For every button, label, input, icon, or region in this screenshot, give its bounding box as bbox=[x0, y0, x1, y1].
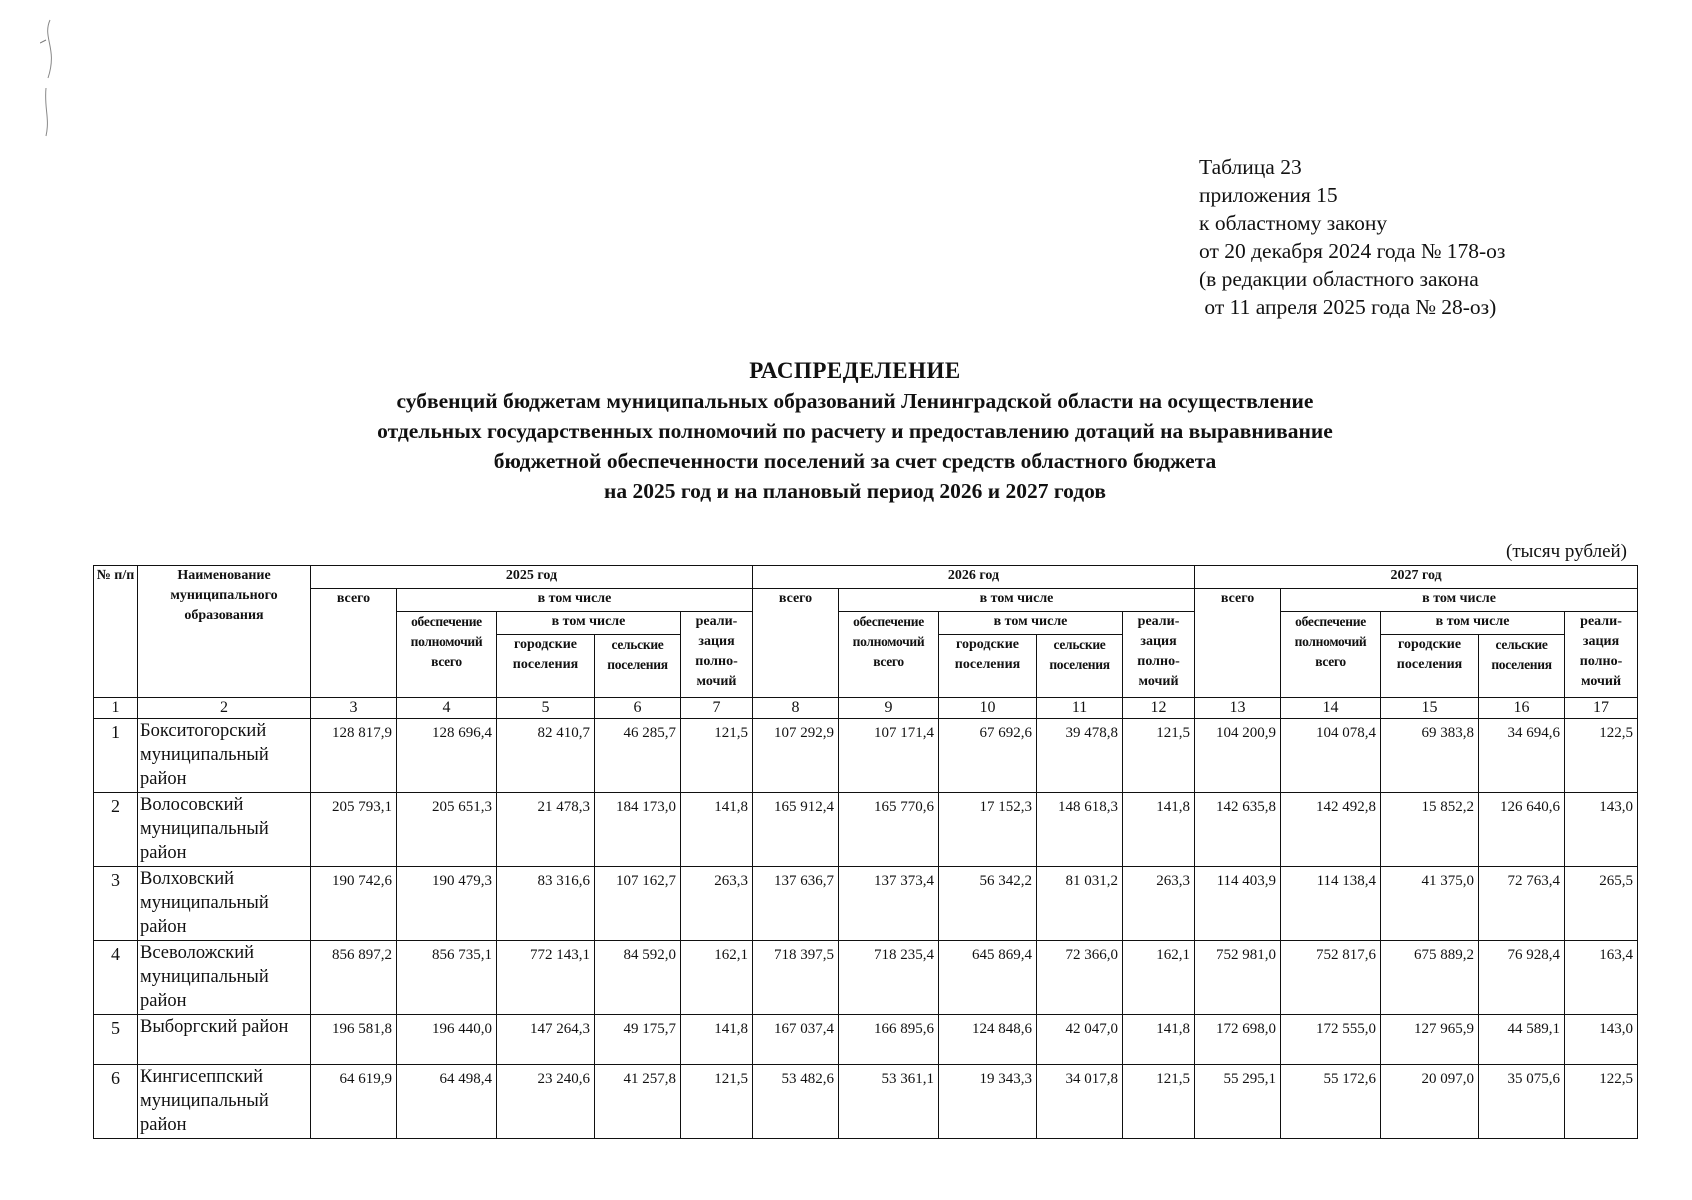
table-cell: 84 592,0 bbox=[595, 941, 681, 1015]
table-cell: 752 981,0 bbox=[1195, 941, 1281, 1015]
table-cell: 128 696,4 bbox=[397, 719, 497, 793]
table-cell: 167 037,4 bbox=[753, 1015, 839, 1065]
column-number: 10 bbox=[939, 698, 1037, 719]
table-cell: 17 152,3 bbox=[939, 793, 1037, 867]
header-including-sub-2027: в том числе bbox=[1381, 612, 1565, 635]
table-cell: 126 640,6 bbox=[1479, 793, 1565, 867]
table-cell: 141,8 bbox=[681, 1015, 753, 1065]
table-cell: 165 912,4 bbox=[753, 793, 839, 867]
subvention-table bbox=[93, 565, 1638, 1139]
table-cell: 41 375,0 bbox=[1381, 867, 1479, 941]
table-cell: 752 817,6 bbox=[1281, 941, 1381, 1015]
table-cell: 263,3 bbox=[1123, 867, 1195, 941]
table-cell: 165 770,6 bbox=[839, 793, 939, 867]
column-number: 14 bbox=[1281, 698, 1381, 719]
table-cell: 124 848,6 bbox=[939, 1015, 1037, 1065]
table-cell: 856 735,1 bbox=[397, 941, 497, 1015]
title-heading: РАСПРЕДЕЛЕНИЕ bbox=[749, 358, 961, 383]
row-number: 1 bbox=[94, 719, 138, 793]
table-cell: 53 361,1 bbox=[839, 1065, 939, 1139]
table-cell: 675 889,2 bbox=[1381, 941, 1479, 1015]
column-number: 6 bbox=[595, 698, 681, 719]
units-label: (тысяч рублей) bbox=[1506, 541, 1627, 562]
table-cell: 205 793,1 bbox=[311, 793, 397, 867]
table-cell: 19 343,3 bbox=[939, 1065, 1037, 1139]
table-cell: 141,8 bbox=[1123, 1015, 1195, 1065]
table-cell: 72 763,4 bbox=[1479, 867, 1565, 941]
table-cell: 137 636,7 bbox=[753, 867, 839, 941]
table-cell: 856 897,2 bbox=[311, 941, 397, 1015]
header-including-2027: в том числе bbox=[1281, 589, 1638, 612]
header-urban-2026: городские поселения bbox=[939, 635, 1037, 698]
table-cell: 55 172,6 bbox=[1281, 1065, 1381, 1139]
table-cell: 718 397,5 bbox=[753, 941, 839, 1015]
table-cell: 172 698,0 bbox=[1195, 1015, 1281, 1065]
table-cell: 56 342,2 bbox=[939, 867, 1037, 941]
municipality-name: Выборгский район bbox=[138, 1015, 311, 1065]
table-cell: 41 257,8 bbox=[595, 1065, 681, 1139]
table-cell: 122,5 bbox=[1565, 1065, 1638, 1139]
table-cell: 263,3 bbox=[681, 867, 753, 941]
header-num: № п/п bbox=[94, 566, 138, 698]
table-cell: 82 410,7 bbox=[497, 719, 595, 793]
table-cell: 104 078,4 bbox=[1281, 719, 1381, 793]
column-number-row bbox=[94, 698, 1638, 719]
table-cell: 718 235,4 bbox=[839, 941, 939, 1015]
header-provision-2027: обеспечение полномочий всего bbox=[1281, 612, 1381, 698]
column-number: 3 bbox=[311, 698, 397, 719]
header-rural-2027: сельские поселения bbox=[1479, 635, 1565, 698]
table-cell: 121,5 bbox=[681, 1065, 753, 1139]
header-total-2027: всего bbox=[1195, 589, 1281, 698]
table-cell: 162,1 bbox=[681, 941, 753, 1015]
table-cell: 122,5 bbox=[1565, 719, 1638, 793]
table-cell: 163,4 bbox=[1565, 941, 1638, 1015]
table-cell: 72 366,0 bbox=[1037, 941, 1123, 1015]
table-cell: 645 869,4 bbox=[939, 941, 1037, 1015]
header-year-2027: 2027 год bbox=[1195, 566, 1638, 589]
attachment-line: от 20 декабря 2024 года № 178-оз bbox=[1199, 239, 1506, 263]
table-cell: 107 162,7 bbox=[595, 867, 681, 941]
table-cell: 148 618,3 bbox=[1037, 793, 1123, 867]
table-cell: 35 075,6 bbox=[1479, 1065, 1565, 1139]
header-including-sub-2025: в том числе bbox=[497, 612, 681, 635]
municipality-name: Бокситогорский муниципальный район bbox=[138, 719, 311, 793]
table-cell: 142 492,8 bbox=[1281, 793, 1381, 867]
header-realization-2027: реали- зация полно- мочий bbox=[1565, 612, 1638, 698]
table-cell: 55 295,1 bbox=[1195, 1065, 1281, 1139]
municipality-name: Кингисеппский муниципальный район bbox=[138, 1065, 311, 1139]
table-cell: 121,5 bbox=[1123, 1065, 1195, 1139]
table-row bbox=[94, 941, 1638, 1015]
attachment-line: от 11 апреля 2025 года № 28-оз) bbox=[1199, 295, 1497, 319]
header-urban-2025: городские поселения bbox=[497, 635, 595, 698]
column-number: 16 bbox=[1479, 698, 1565, 719]
table-cell: 34 017,8 bbox=[1037, 1065, 1123, 1139]
column-number: 8 bbox=[753, 698, 839, 719]
title-line-3: бюджетной обеспеченности поселений за счет средств областного бюджета bbox=[493, 449, 1217, 473]
table-row bbox=[94, 867, 1638, 941]
table-cell: 21 478,3 bbox=[497, 793, 595, 867]
table-cell: 172 555,0 bbox=[1281, 1015, 1381, 1065]
table-cell: 147 264,3 bbox=[497, 1015, 595, 1065]
table-cell: 104 200,9 bbox=[1195, 719, 1281, 793]
column-number: 15 bbox=[1381, 698, 1479, 719]
attachment-line: приложения 15 bbox=[1199, 183, 1338, 207]
header-realization-2026: реали- зация полно- мочий bbox=[1123, 612, 1195, 698]
header-urban-2027: городские поселения bbox=[1381, 635, 1479, 698]
column-number: 4 bbox=[397, 698, 497, 719]
row-number: 6 bbox=[94, 1065, 138, 1139]
table-cell: 34 694,6 bbox=[1479, 719, 1565, 793]
table-cell: 107 292,9 bbox=[753, 719, 839, 793]
title-line-4: на 2025 год и на плановый период 2026 и 2027 годов bbox=[604, 479, 1106, 503]
table-cell: 44 589,1 bbox=[1479, 1015, 1565, 1065]
municipality-name: Всеволожский муниципальный район bbox=[138, 941, 311, 1015]
table-cell: 143,0 bbox=[1565, 1015, 1638, 1065]
table-cell: 15 852,2 bbox=[1381, 793, 1479, 867]
row-number: 5 bbox=[94, 1015, 138, 1065]
attachment-line: (в редакции областного закона bbox=[1199, 267, 1479, 291]
header-name: Наименование муниципального образования bbox=[138, 566, 311, 698]
table-cell: 196 440,0 bbox=[397, 1015, 497, 1065]
table-cell: 166 895,6 bbox=[839, 1015, 939, 1065]
table-cell: 127 965,9 bbox=[1381, 1015, 1479, 1065]
table-cell: 76 928,4 bbox=[1479, 941, 1565, 1015]
table-cell: 46 285,7 bbox=[595, 719, 681, 793]
table-cell: 141,8 bbox=[681, 793, 753, 867]
column-number: 11 bbox=[1037, 698, 1123, 719]
column-number: 17 bbox=[1565, 698, 1638, 719]
table-cell: 83 316,6 bbox=[497, 867, 595, 941]
column-number: 13 bbox=[1195, 698, 1281, 719]
column-number: 7 bbox=[681, 698, 753, 719]
table-body bbox=[94, 719, 1638, 1139]
table-cell: 49 175,7 bbox=[595, 1015, 681, 1065]
row-number: 4 bbox=[94, 941, 138, 1015]
table-row bbox=[94, 793, 1638, 867]
table-cell: 142 635,8 bbox=[1195, 793, 1281, 867]
table-cell: 64 498,4 bbox=[397, 1065, 497, 1139]
table-cell: 42 047,0 bbox=[1037, 1015, 1123, 1065]
table-cell: 141,8 bbox=[1123, 793, 1195, 867]
table-cell: 53 482,6 bbox=[753, 1065, 839, 1139]
row-number: 2 bbox=[94, 793, 138, 867]
document-title bbox=[160, 356, 1550, 506]
municipality-name: Волховский муниципальный район bbox=[138, 867, 311, 941]
header-including-sub-2026: в том числе bbox=[939, 612, 1123, 635]
table-cell: 69 383,8 bbox=[1381, 719, 1479, 793]
table-row bbox=[94, 719, 1638, 793]
column-number: 12 bbox=[1123, 698, 1195, 719]
table-cell: 67 692,6 bbox=[939, 719, 1037, 793]
column-number: 9 bbox=[839, 698, 939, 719]
header-provision-2025: обеспечение полномочий всего bbox=[397, 612, 497, 698]
attachment-line: к областному закону bbox=[1199, 211, 1388, 235]
table-cell: 121,5 bbox=[681, 719, 753, 793]
table-cell: 20 097,0 bbox=[1381, 1065, 1479, 1139]
table-cell: 190 742,6 bbox=[311, 867, 397, 941]
header-rural-2025: сельские поселения bbox=[595, 635, 681, 698]
table-cell: 107 171,4 bbox=[839, 719, 939, 793]
table-cell: 184 173,0 bbox=[595, 793, 681, 867]
attachment-reference bbox=[1199, 153, 1505, 321]
table-cell: 121,5 bbox=[1123, 719, 1195, 793]
scan-artifact bbox=[40, 18, 70, 138]
header-including-2025: в том числе bbox=[397, 589, 753, 612]
table-cell: 196 581,8 bbox=[311, 1015, 397, 1065]
header-total-2026: всего bbox=[753, 589, 839, 698]
table-cell: 39 478,8 bbox=[1037, 719, 1123, 793]
table-cell: 114 138,4 bbox=[1281, 867, 1381, 941]
municipality-name: Волосовский муниципальный район bbox=[138, 793, 311, 867]
table-cell: 128 817,9 bbox=[311, 719, 397, 793]
column-number: 1 bbox=[94, 698, 138, 719]
header-year-2025: 2025 год bbox=[311, 566, 753, 589]
header-year-2026: 2026 год bbox=[753, 566, 1195, 589]
header-realization-2025: реали- зация полно- мочий bbox=[681, 612, 753, 698]
title-line-1: субвенций бюджетам муниципальных образований Ленинградской области на осуществление bbox=[396, 389, 1314, 413]
title-line-2: отдельных государственных полномочий по расчету и предоставлению дотаций на выравнивание bbox=[377, 419, 1333, 443]
table-cell: 114 403,9 bbox=[1195, 867, 1281, 941]
table-row bbox=[94, 1015, 1638, 1065]
table-cell: 205 651,3 bbox=[397, 793, 497, 867]
column-number: 2 bbox=[138, 698, 311, 719]
table-cell: 23 240,6 bbox=[497, 1065, 595, 1139]
header-total-2025: всего bbox=[311, 589, 397, 698]
header-rural-2026: сельские поселения bbox=[1037, 635, 1123, 698]
table-cell: 81 031,2 bbox=[1037, 867, 1123, 941]
table-cell: 265,5 bbox=[1565, 867, 1638, 941]
table-cell: 64 619,9 bbox=[311, 1065, 397, 1139]
header-provision-2026: обеспечение полномочий всего bbox=[839, 612, 939, 698]
row-number: 3 bbox=[94, 867, 138, 941]
column-number: 5 bbox=[497, 698, 595, 719]
table-cell: 162,1 bbox=[1123, 941, 1195, 1015]
table-cell: 137 373,4 bbox=[839, 867, 939, 941]
table-cell: 772 143,1 bbox=[497, 941, 595, 1015]
table-row bbox=[94, 1065, 1638, 1139]
attachment-line: Таблица 23 bbox=[1199, 155, 1302, 179]
table-cell: 143,0 bbox=[1565, 793, 1638, 867]
table-cell: 190 479,3 bbox=[397, 867, 497, 941]
header-including-2026: в том числе bbox=[839, 589, 1195, 612]
